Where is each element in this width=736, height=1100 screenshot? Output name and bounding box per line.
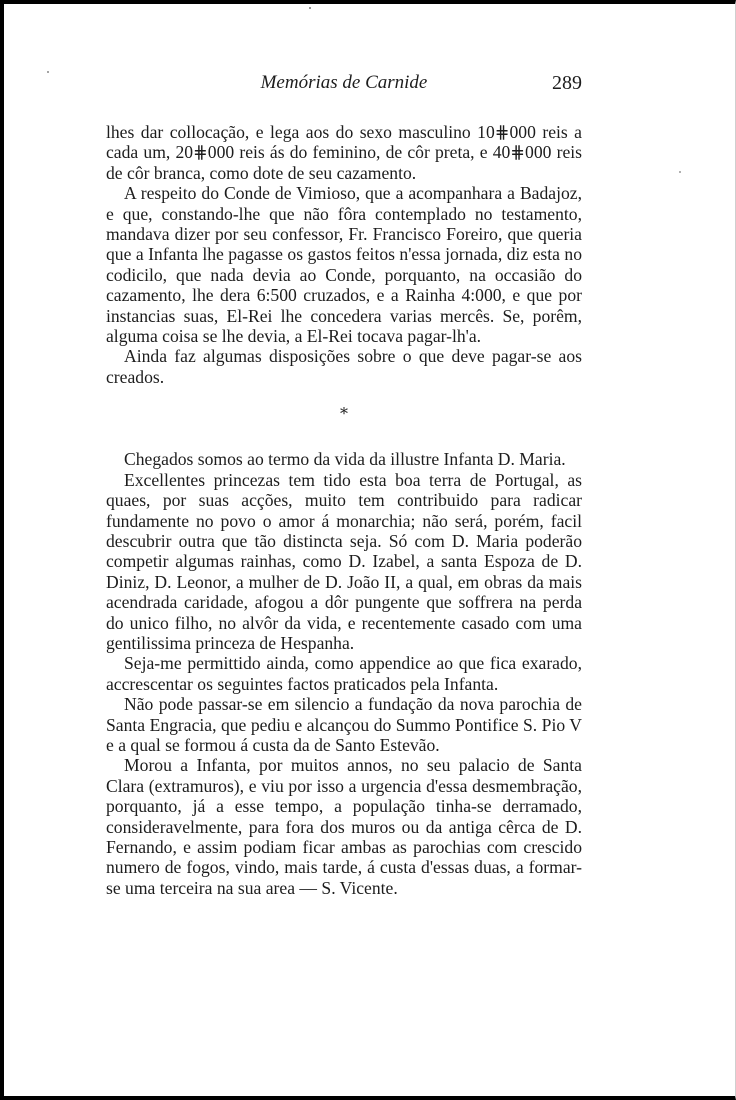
paragraph: A respeito do Conde de Vimioso, que a acompanhara a Badajoz, e que, constando-lhe que não fôra contemplado no testamento, mandava dizer por seu confessor, Fr. Francisco Foreiro, que queria que a Infanta lhe pagasse os gastos feitos n'essa jornada, diz esta no codicilo, que nada devia ao Conde, porquanto, na occasião do cazamento, lhe dera 6:500 cruzados, e a Rainha 4:000, e que por instancias suas, El-Rei lhe concedera varias mercês. Se, porêm, alguma coisa se lhe devia, a El-Rei tocava pagar-lh'a. [106,183,582,347]
paragraph: Ainda faz algumas disposições sobre o que deve pagar-se aos creados. [106,346,582,387]
running-title: Memórias de Carnide [260,72,428,93]
paragraph: Não pode passar-se em silencio a fundação da nova parochia de Santa Engracia, que pediu e alcançou do Summo Pontifice S. Pio V e a qual se formou á custa da de Santo Estevão. [106,694,582,755]
paragraph: Morou a Infanta, por muitos annos, no seu palacio de Santa Clara (extramuros), e viu por isso a urgencia d'essa desmembração, porquanto, já a esse tempo, a população tinha-se derramado, consideravelmente, para fora dos muros ou da antiga cêrca de D. Fernando, e assim podiam ficar ambas as parochias com crescido numero de fogos, vindo, mais tarde, á custa d'essas duas, a formar-se uma terceira na sua area — S. Vicente. [106,755,582,898]
paragraph: Excellentes princezas tem tido esta boa terra de Portugal, as quaes, por suas acções, muito tem contribuido para radicar fundamente no povo o amor á monarchia; não será, porém, facil descubrir outra que tão distincta seja. Só com D. Maria poderão competir algumas rainhas, como D. Izabel, a santa Espoza de D. Diniz, D. Leonor, a mulher de D. João II, a qual, em obras da mais acendrada caridade, afogou a dôr pungente que soffrera na perda do unico filho, no alvôr da vida, e recentemente casado com uma gentilissima princeza de Hespanha. [106,469,582,653]
page-header [106,72,582,102]
paragraph: Seja-me permittido ainda, como appendice ao que fica exarado, accrescentar os seguintes factos praticados pela Infanta. [106,653,582,694]
section-2 [106,449,582,898]
section-separator: * [340,404,348,424]
section-1 [106,122,582,387]
book-page [106,72,582,898]
paragraph: Chegados somos ao termo da vida da illustre Infanta D. Maria. [124,449,566,470]
page-number: 289 [552,72,582,94]
paragraph: lhes dar collocação, e lega aos do sexo masculino 10⋕000 reis a cada um, 20⋕000 reis ás do feminino, de côr preta, e 40⋕000 reis de côr branca, como dote de seu cazamento. [106,122,582,183]
